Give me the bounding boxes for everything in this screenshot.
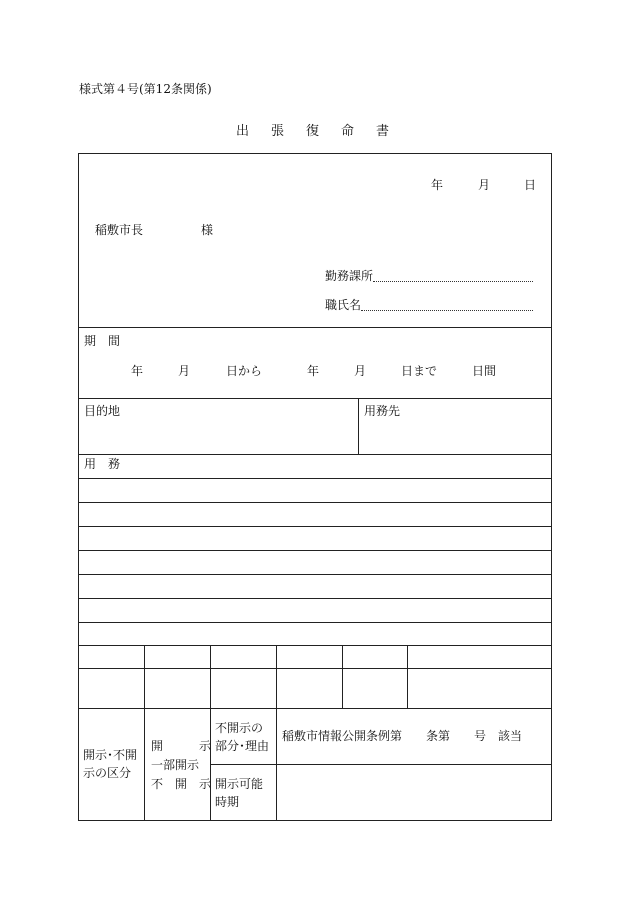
office-label: 勤務課所	[325, 269, 374, 283]
form-number: 様式第４号(第12条関係)	[79, 82, 212, 96]
disclosure-category-line1: 開示･不開	[83, 748, 138, 762]
title-char: 張	[271, 124, 285, 139]
period-to-year: 年	[307, 364, 320, 378]
name-field[interactable]	[361, 310, 533, 311]
possible-date-line1: 開示可能	[215, 777, 264, 791]
row-divider	[78, 668, 552, 669]
title-char: 書	[376, 124, 390, 139]
nondisclosed-part-line2: 部分･理由	[215, 739, 270, 753]
destination-label: 目的地	[84, 404, 121, 418]
title-char: 復	[306, 124, 320, 139]
row-divider	[78, 550, 552, 551]
period-label: 期 間	[84, 334, 121, 348]
stamp-col-divider	[210, 645, 211, 708]
title-char: 命	[341, 124, 355, 139]
row-divider	[78, 526, 552, 527]
business-label: 用 務	[84, 457, 121, 471]
row-divider	[78, 478, 552, 479]
stamp-col-divider	[407, 645, 408, 708]
row-divider	[78, 454, 552, 455]
row-divider	[78, 398, 552, 399]
table-border-right	[551, 153, 552, 821]
period-to-day: 日まで	[401, 364, 438, 378]
nondisclosed-part-line1: 不開示の	[215, 721, 264, 735]
date-year-label: 年	[431, 178, 444, 192]
row-divider	[78, 574, 552, 575]
period-from-year: 年	[131, 364, 144, 378]
option-disclose[interactable]: 開 示	[151, 739, 212, 753]
disclosure-col-divider	[276, 708, 277, 820]
name-label: 職氏名	[325, 298, 362, 312]
disclosure-col-divider	[210, 708, 211, 820]
row-divider	[78, 645, 552, 646]
row-divider	[78, 502, 552, 503]
title-char: 出	[236, 124, 250, 139]
disclosure-col-divider	[144, 708, 145, 820]
stamp-col-divider	[144, 645, 145, 708]
date-month-label: 月	[478, 178, 491, 192]
addressee-name: 稲敷市長	[95, 223, 144, 237]
date-day-label: 日	[524, 178, 537, 192]
period-to-month: 月	[354, 364, 367, 378]
table-border-bottom	[78, 820, 552, 821]
stamp-col-divider	[276, 645, 277, 708]
period-from-day: 日から	[226, 364, 263, 378]
possible-date-line2: 時期	[215, 795, 240, 809]
period-from-month: 月	[178, 364, 191, 378]
option-nondisclose[interactable]: 不 開 示	[151, 777, 212, 791]
disclosure-category-line2: 示の区分	[83, 766, 132, 780]
row-divider	[78, 598, 552, 599]
addressee-honorific: 様	[201, 223, 214, 237]
row-divider	[210, 764, 552, 765]
col-divider	[358, 398, 359, 454]
row-divider	[78, 708, 552, 709]
row-divider	[78, 622, 552, 623]
ordinance-reference: 稲敷市情報公開条例第 条第 号 該当	[282, 729, 523, 743]
stamp-col-divider	[342, 645, 343, 708]
table-border-top	[78, 153, 552, 154]
office-field[interactable]	[373, 281, 533, 282]
row-divider	[78, 327, 552, 328]
table-border-left	[78, 153, 79, 821]
visit-place-label: 用務先	[364, 404, 401, 418]
option-partial-disclose[interactable]: 一部開示	[151, 758, 200, 772]
period-days: 日間	[472, 364, 497, 378]
